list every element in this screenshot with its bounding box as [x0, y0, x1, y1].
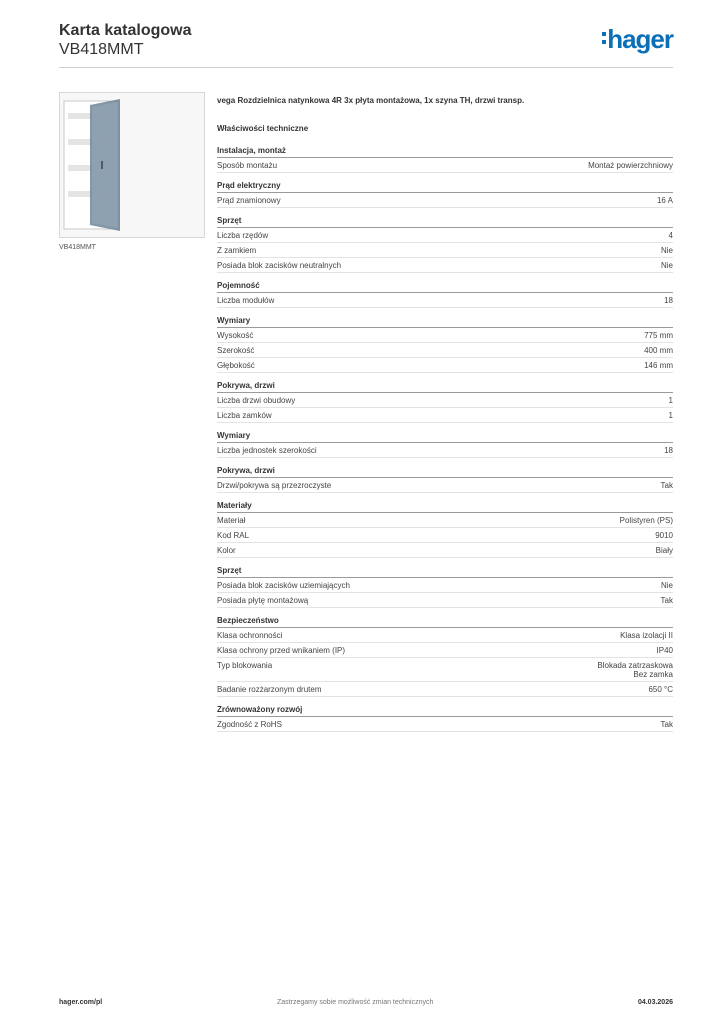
spec-label: Liczba zamków	[217, 411, 272, 420]
spec-group	[217, 705, 673, 732]
document-title: Karta katalogowa	[59, 22, 192, 39]
spec-row	[217, 717, 673, 732]
spec-value	[644, 361, 673, 370]
spec-value	[597, 661, 673, 679]
spec-value-line: 4	[668, 231, 673, 240]
spec-group	[217, 616, 673, 697]
spec-label: Drzwi/pokrywa są przezroczyste	[217, 481, 332, 490]
enclosure-illustration-icon	[60, 93, 204, 237]
spec-row	[217, 578, 673, 593]
spec-value	[657, 196, 673, 205]
spec-value-line: 400 mm	[644, 346, 673, 355]
spec-group	[217, 466, 673, 493]
spec-group-title: Prąd elektryczny	[217, 181, 673, 193]
footer-disclaimer: Zastrzegamy sobie możliwość zmian technicznych	[277, 999, 434, 1006]
spec-value	[657, 646, 673, 655]
spec-label: Posiada blok zacisków neutralnych	[217, 261, 342, 270]
logo-dots-icon	[602, 28, 606, 48]
spec-value-line: Bez zamka	[633, 670, 673, 679]
spec-value-line: 650 °C	[648, 685, 673, 694]
spec-label: Kod RAL	[217, 531, 250, 540]
spec-value-line: IP40	[656, 646, 673, 655]
spec-group	[217, 181, 673, 208]
spec-value-line: 1	[668, 396, 673, 405]
spec-group	[217, 431, 673, 458]
product-code: VB418MMT	[59, 41, 144, 58]
spec-group-title: Wymiary	[217, 431, 673, 443]
spec-group	[217, 216, 673, 273]
spec-label: Badanie rozżarzonym drutem	[217, 685, 322, 694]
spec-row	[217, 243, 673, 258]
spec-row	[217, 328, 673, 343]
spec-group-title: Instalacja, montaż	[217, 146, 673, 158]
spec-group	[217, 381, 673, 423]
spec-row	[217, 658, 673, 682]
spec-label: Głębokość	[217, 361, 255, 370]
spec-value-line: 775 mm	[644, 331, 673, 340]
spec-value	[620, 516, 673, 525]
spec-value-line: Nie	[660, 261, 673, 270]
spec-value-line: Tak	[660, 596, 673, 605]
spec-label: Materiał	[217, 516, 246, 525]
spec-value	[648, 685, 673, 694]
spec-row	[217, 513, 673, 528]
spec-group-title: Pokrywa, drzwi	[217, 466, 673, 478]
spec-row	[217, 158, 673, 173]
spec-group	[217, 281, 673, 308]
spec-content	[217, 96, 673, 740]
spec-label: Liczba drzwi obudowy	[217, 396, 296, 405]
spec-group	[217, 501, 673, 558]
spec-value	[669, 231, 673, 240]
spec-value-line: 16 A	[656, 196, 673, 205]
spec-group-title: Wymiary	[217, 316, 673, 328]
product-image	[59, 92, 205, 238]
spec-value-line: Tak	[660, 720, 673, 729]
spec-row	[217, 643, 673, 658]
spec-value	[655, 531, 673, 540]
spec-row	[217, 682, 673, 697]
spec-value	[661, 481, 673, 490]
product-description: vega Rozdzielnica natynkowa 4R 3x płyta montażowa, 1x szyna TH, drzwi transp.	[217, 96, 525, 105]
spec-group	[217, 146, 673, 173]
spec-row	[217, 258, 673, 273]
spec-row	[217, 593, 673, 608]
footer-date: 04.03.2026	[637, 999, 673, 1006]
spec-label: Szerokość	[217, 346, 255, 355]
spec-group	[217, 316, 673, 373]
spec-row	[217, 543, 673, 558]
spec-row	[217, 528, 673, 543]
spec-label: Liczba modułów	[217, 296, 275, 305]
spec-label: Kolor	[217, 546, 236, 555]
spec-value-line: 18	[664, 296, 673, 305]
spec-value-line: 9010	[655, 531, 673, 540]
spec-value	[656, 546, 673, 555]
footer-website: hager.com/pl	[59, 999, 103, 1006]
spec-value-line: 146 mm	[644, 361, 673, 370]
spec-value-line: Montaż powierzchniowy	[588, 161, 673, 170]
spec-value	[661, 720, 673, 729]
spec-value	[644, 346, 673, 355]
logo-text: hager	[607, 24, 673, 54]
spec-value-line: 18	[664, 446, 673, 455]
spec-group-title: Zrównoważony rozwój	[217, 705, 673, 717]
spec-value	[661, 246, 673, 255]
spec-label: Wysokość	[217, 331, 254, 340]
spec-value	[669, 411, 673, 420]
spec-value-line: Tak	[660, 481, 673, 490]
header-divider	[59, 67, 673, 68]
spec-row	[217, 478, 673, 493]
spec-row	[217, 628, 673, 643]
spec-label: Prąd znamionowy	[217, 196, 281, 205]
spec-value-line: 1	[668, 411, 673, 420]
spec-row	[217, 408, 673, 423]
section-heading: Właściwości techniczne	[217, 124, 309, 133]
spec-label: Klasa ochrony przed wnikaniem (IP)	[217, 646, 346, 655]
spec-label: Liczba jednostek szerokości	[217, 446, 317, 455]
spec-group	[217, 566, 673, 608]
spec-value-line: Nie	[660, 581, 673, 590]
spec-value-line: Biały	[655, 546, 673, 555]
spec-value-line: Klasa izolacji II	[620, 631, 673, 640]
hager-logo	[602, 25, 673, 53]
spec-row	[217, 193, 673, 208]
spec-value	[644, 331, 673, 340]
image-caption: VB418MMT	[59, 244, 96, 251]
spec-value-line: Blokada zatrzaskowa	[597, 661, 673, 670]
spec-label: Klasa ochronności	[217, 631, 283, 640]
spec-value-line: Polistyren (PS)	[619, 516, 673, 525]
spec-value	[661, 596, 673, 605]
page-header	[59, 21, 673, 59]
spec-label: Posiada płytę montażową	[217, 596, 309, 605]
spec-row	[217, 293, 673, 308]
spec-value	[620, 631, 673, 640]
spec-group-title: Bezpieczeństwo	[217, 616, 673, 628]
spec-group-title: Pokrywa, drzwi	[217, 381, 673, 393]
spec-value	[669, 396, 673, 405]
spec-label: Z zamkiem	[217, 246, 257, 255]
spec-value	[664, 296, 673, 305]
spec-row	[217, 393, 673, 408]
spec-group-title: Materiały	[217, 501, 673, 513]
spec-row	[217, 343, 673, 358]
spec-value-line: Nie	[660, 246, 673, 255]
spec-label: Zgodność z RoHS	[217, 720, 282, 729]
spec-label: Posiada blok zacisków uziemiających	[217, 581, 350, 590]
spec-row	[217, 228, 673, 243]
spec-row	[217, 443, 673, 458]
spec-group-title: Pojemność	[217, 281, 673, 293]
spec-value	[661, 261, 673, 270]
spec-group-title: Sprzęt	[217, 216, 673, 228]
spec-value	[664, 446, 673, 455]
spec-label: Typ blokowania	[217, 661, 273, 670]
spec-value	[588, 161, 673, 170]
spec-label: Sposób montażu	[217, 161, 278, 170]
spec-group-title: Sprzęt	[217, 566, 673, 578]
spec-row	[217, 358, 673, 373]
spec-value	[661, 581, 673, 590]
spec-groups	[217, 146, 673, 732]
spec-label: Liczba rzędów	[217, 231, 269, 240]
